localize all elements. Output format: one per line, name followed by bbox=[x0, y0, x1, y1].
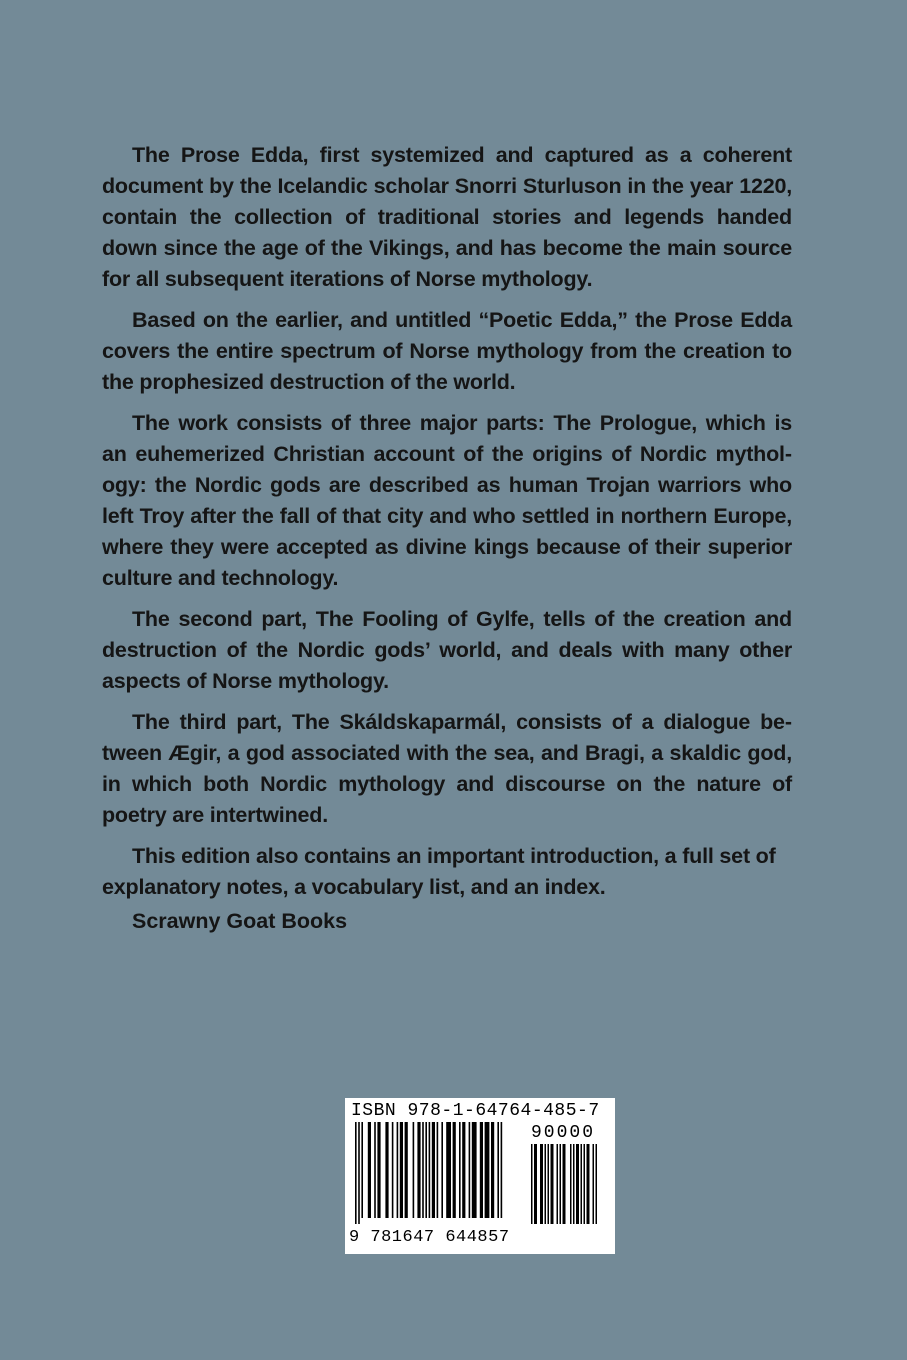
barcode-bar bbox=[557, 1144, 559, 1224]
barcode-bar bbox=[453, 1122, 456, 1218]
barcode-bar bbox=[462, 1122, 465, 1218]
barcode-bar bbox=[377, 1122, 380, 1218]
barcode-bar bbox=[400, 1122, 403, 1218]
blurb-paragraph-2: Based on the earlier, and untitled “Poetic Edda,” the Prose Edda covers the entire spectrum of Norse mythology from the creation to the prophesized destruction of the world. bbox=[102, 308, 792, 394]
ean-digits: 9 781647 644857 bbox=[349, 1228, 510, 1247]
barcode-bar bbox=[429, 1122, 431, 1218]
barcode-bar bbox=[405, 1122, 408, 1218]
addon-bars bbox=[531, 1144, 609, 1226]
barcode-bar bbox=[397, 1122, 399, 1218]
barcode-bar bbox=[441, 1122, 443, 1218]
isbn-label: ISBN 978-1-64764-485-7 bbox=[351, 1101, 600, 1121]
barcode-bar bbox=[374, 1122, 376, 1218]
barcode-bar bbox=[385, 1122, 388, 1218]
barcode-bar bbox=[587, 1144, 590, 1224]
barcode-bar bbox=[497, 1122, 499, 1218]
barcode-bar bbox=[548, 1144, 550, 1224]
barcode-bar bbox=[425, 1122, 427, 1218]
barcode-bar bbox=[540, 1144, 543, 1224]
barcode-bar bbox=[355, 1122, 357, 1224]
blurb-paragraph-5: The third part, The Skáldskaparmál, consists of a dialogue between Ægir, a god associated with the sea, and Bragi, a skaldic god, in which both Nordic mythology and discourse on the nature of poetry are intertwined. bbox=[102, 710, 792, 827]
barcode-bar bbox=[593, 1144, 595, 1224]
barcode-bar bbox=[534, 1144, 537, 1224]
barcode-bar bbox=[422, 1122, 424, 1218]
barcode-bar bbox=[368, 1122, 371, 1218]
barcode-bar bbox=[437, 1122, 439, 1218]
barcode-bar bbox=[545, 1144, 547, 1224]
isbn-barcode bbox=[345, 1098, 615, 1254]
barcode-bar bbox=[560, 1144, 562, 1224]
barcode-bar bbox=[413, 1122, 415, 1218]
price-code: 90000 bbox=[531, 1123, 596, 1143]
barcode-bar bbox=[361, 1122, 363, 1218]
barcode-bar bbox=[596, 1144, 598, 1224]
barcode-bar bbox=[573, 1144, 575, 1224]
barcode-bar bbox=[392, 1122, 394, 1218]
barcode-bar bbox=[570, 1144, 572, 1224]
barcode-bar bbox=[485, 1122, 490, 1218]
barcode-bar bbox=[472, 1122, 477, 1218]
barcode-bar bbox=[551, 1144, 554, 1224]
barcode-bar bbox=[576, 1144, 579, 1224]
barcode-bar bbox=[446, 1122, 451, 1218]
blurb-paragraph-6: This edition also contains an important introduction, a full set of explanatory notes, a vocabulary list, and an index. bbox=[102, 844, 776, 899]
barcode-bar bbox=[432, 1122, 435, 1218]
back-cover-blurb bbox=[102, 140, 792, 913]
blurb-paragraph-4: The second part, The Fooling of Gylfe, tells of the creation and destruction of the Nordic gods’ world, and deals with many other aspects of Norse mythology. bbox=[102, 607, 792, 693]
barcode-bar bbox=[501, 1122, 503, 1218]
barcode-bar bbox=[417, 1122, 420, 1218]
barcode-bar bbox=[584, 1144, 586, 1224]
barcode-bar bbox=[480, 1122, 483, 1218]
ean13-bars bbox=[355, 1122, 525, 1226]
barcode-bar bbox=[563, 1144, 566, 1224]
publisher-name: Scrawny Goat Books bbox=[132, 909, 348, 933]
blurb-paragraph-1: The Prose Edda, first systemized and captured as a coherent document by the Icelandic scholar Snorri Sturluson in the year 1220, contain the collection of traditional stories and legends handed down since the age of the Vikings, and has become the main source for all subsequent iterations of Norse mythology. bbox=[102, 143, 792, 291]
barcode-bar bbox=[531, 1144, 533, 1224]
barcode-bar bbox=[459, 1122, 461, 1218]
barcode-bar bbox=[469, 1122, 471, 1218]
barcode-bar bbox=[581, 1144, 583, 1224]
blurb-paragraph-3: The work consists of three major parts: The Prologue, which is an euhemerized Christian account of the origins of Nordic mythology: the Nordic gods are described as human Trojan warriors who left Troy after the fall of that city and who settled in northern Europe, where they were accepted as divine kings because of their superior culture and technology. bbox=[102, 411, 792, 590]
barcode-bar bbox=[358, 1122, 360, 1224]
barcode-bar bbox=[491, 1122, 494, 1218]
